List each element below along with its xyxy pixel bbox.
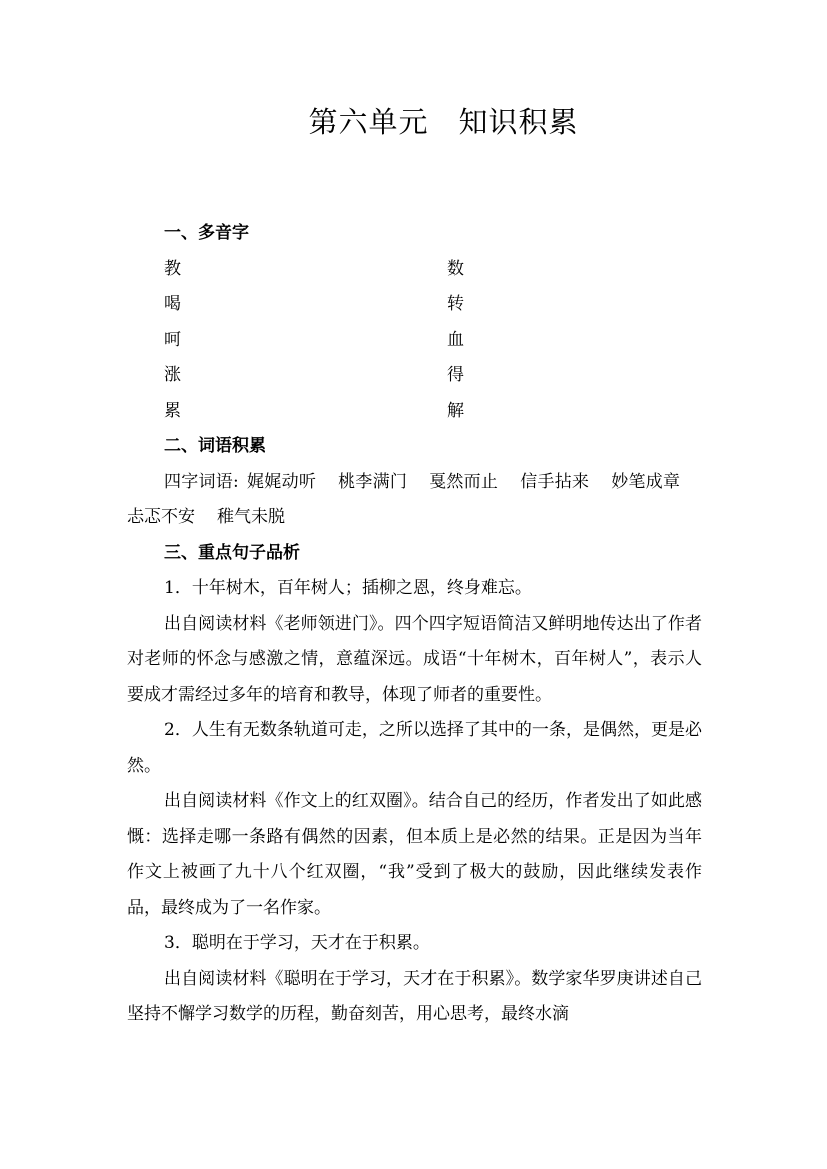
vocabulary-word: 信手拈来 xyxy=(520,471,590,492)
polyphone-char: 教 xyxy=(164,258,181,279)
title-topic: 知识积累 xyxy=(458,105,579,139)
polyphone-row xyxy=(127,287,702,323)
sentence-analysis: 出自阅读材料《作文上的红双圈》。结合自己的经历，作者发出了如此感慨：选择走哪一条路有偶然的因素，但本质上是必然的结果。正是因为当年作文上被画了九十八个红双圈，“我”受到了极大的鼓励，因此继续发表作品，最终成为了一名作家。 xyxy=(127,791,702,918)
vocabulary-word: 忐忑不安 xyxy=(127,507,195,527)
vocabulary-word: 桃李满门 xyxy=(338,471,408,492)
polyphone-char: 呵 xyxy=(164,329,181,350)
polyphone-char: 喝 xyxy=(164,294,181,314)
section-heading-sentences: 三、重点句子品析 xyxy=(164,542,300,563)
key-sentence: 2．人生有无数条轨道可走，之所以选择了其中的一条，是偶然，更是必然。 xyxy=(127,720,702,776)
vocabulary-label: 四字词语: xyxy=(164,471,239,492)
vocabulary-word: 稚气未脱 xyxy=(217,507,285,527)
vocabulary-list xyxy=(127,465,702,536)
vocabulary-word: 妙笔成章 xyxy=(611,471,681,492)
polyphone-char: 转 xyxy=(447,294,464,314)
polyphone-row xyxy=(127,358,702,394)
content-body xyxy=(127,216,702,1033)
page-title xyxy=(0,100,827,141)
polyphone-row xyxy=(127,394,702,430)
vocabulary-word: 戛然而止 xyxy=(429,471,499,492)
polyphone-char: 血 xyxy=(447,329,464,350)
section-heading-polyphones: 一、多音字 xyxy=(164,223,249,243)
polyphone-row xyxy=(127,252,702,288)
key-sentence: 3．聪明在于学习，天才在于积累。 xyxy=(164,933,430,953)
section-heading-vocabulary: 二、词语积累 xyxy=(164,436,266,456)
sentence-analysis: 出自阅读材料《老师领进门》。四个四字短语简洁又鲜明地传达出了作者对老师的怀念与感激之情，意蕴深远。成语“十年树木，百年树人”，表示人要成才需经过多年的培育和教导，体现了师者的重要性。 xyxy=(127,613,702,705)
vocabulary-word: 娓娓动听 xyxy=(246,471,317,492)
sentence-analysis: 出自阅读材料《聪明在于学习，天才在于积累》。数学家华罗庚讲述自己坚持不懈学习数学的历程，勤奋刻苦，用心思考，最终水滴 xyxy=(127,968,702,1024)
title-unit: 第六单元 xyxy=(308,105,429,139)
key-sentence: 1．十年树木，百年树人；插柳之恩，终身难忘。 xyxy=(164,578,532,598)
polyphone-char: 得 xyxy=(447,365,464,385)
polyphone-char: 涨 xyxy=(164,365,181,385)
polyphone-row xyxy=(127,323,702,359)
polyphone-char: 累 xyxy=(164,400,181,421)
polyphone-char: 数 xyxy=(447,258,464,279)
polyphone-char: 解 xyxy=(447,400,464,421)
